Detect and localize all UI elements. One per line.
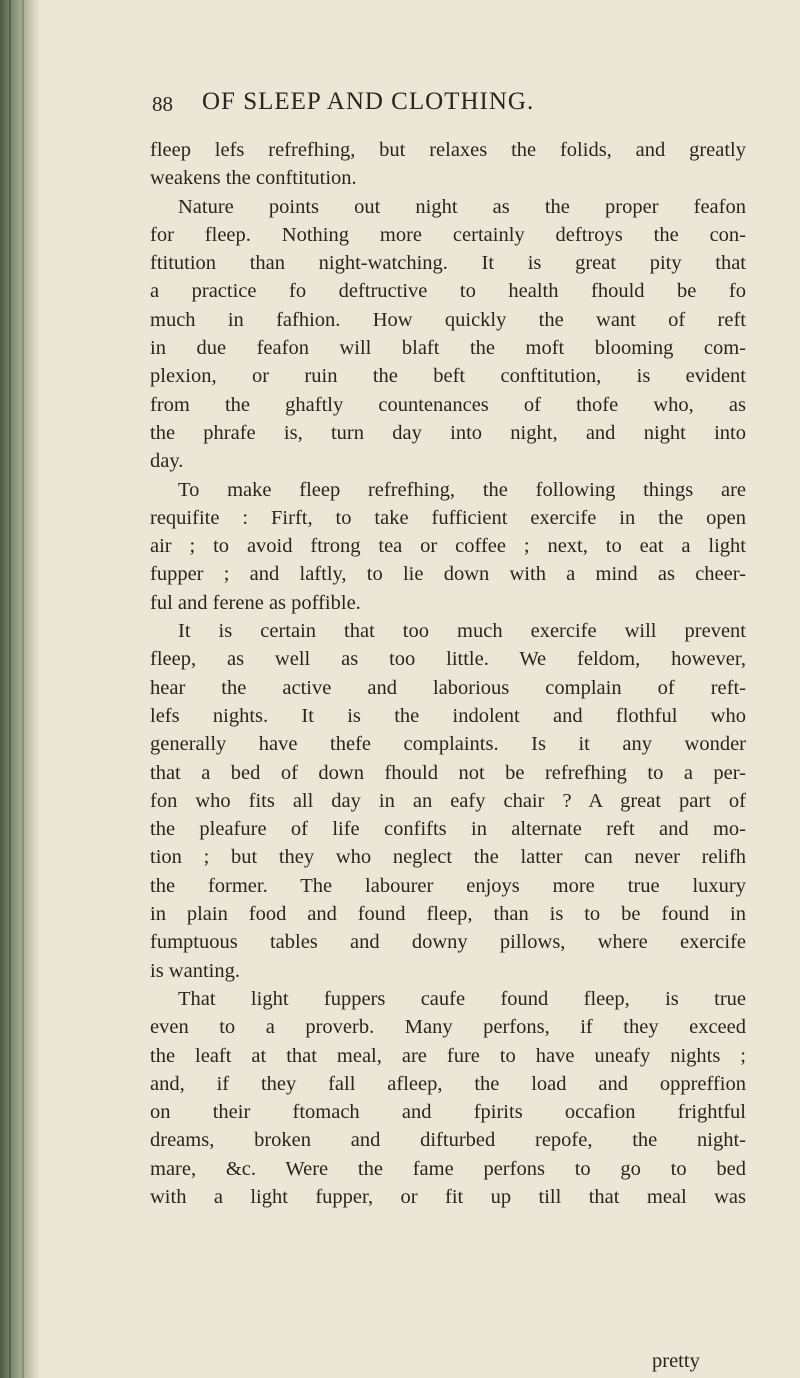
text-line: air ; to avoid ftrong tea or coffee ; next, to eat a light bbox=[150, 535, 746, 558]
text-line: for fleep. Nothing more certainly deftroys the con- bbox=[150, 223, 746, 246]
text-line: ful and ferene as poffible. bbox=[150, 591, 361, 614]
running-title: OF SLEEP AND CLOTHING. bbox=[202, 88, 535, 115]
text-line: much in fafhion. How quickly the want of reft bbox=[150, 308, 746, 331]
body-text bbox=[150, 136, 746, 1211]
text-line: dreams, broken and difturbed repofe, the night- bbox=[150, 1129, 746, 1152]
text-line: weakens the conftitution. bbox=[150, 167, 357, 190]
text-line: ftitution than night-watching. It is great pity that bbox=[150, 252, 746, 275]
text-line: fon who fits all day in an eafy chair ? A great part of bbox=[150, 789, 746, 812]
text-line: the leaft at that meal, are fure to have uneafy nights ; bbox=[150, 1044, 746, 1067]
text-line: It is certain that too much exercife will prevent bbox=[178, 620, 746, 643]
text-line: that a bed of down fhould not be refrefhing to a per- bbox=[150, 761, 746, 784]
text-line: is wanting. bbox=[150, 959, 240, 982]
text-line: the former. The labourer enjoys more true luxury bbox=[150, 874, 746, 897]
text-line: with a light fupper, or fit up till that meal was bbox=[150, 1185, 746, 1208]
text-line: fumptuous tables and downy pillows, where exercife bbox=[150, 931, 746, 954]
text-line: fleep lefs refrefhing, but relaxes the folids, and greatly bbox=[150, 139, 746, 161]
text-line: fupper ; and laftly, to lie down with a mind as cheer- bbox=[150, 563, 746, 586]
book-page bbox=[150, 86, 746, 1211]
text-line: mare, &c. Were the fame perfons to go to bed bbox=[150, 1157, 746, 1180]
text-line: a practice fo deftructive to health fhould be fo bbox=[150, 280, 746, 303]
text-line: To make fleep refrefhing, the following things are bbox=[178, 478, 746, 501]
running-header bbox=[150, 86, 746, 126]
text-line: and, if they fall afleep, the load and oppreffion bbox=[150, 1072, 746, 1095]
text-line: Nature points out night as the proper feafon bbox=[178, 195, 746, 218]
text-line: in plain food and found fleep, than is to be found in bbox=[150, 903, 746, 926]
text-line: on their ftomach and fpirits occafion frightful bbox=[150, 1101, 746, 1124]
text-line: day. bbox=[150, 450, 184, 473]
text-line: the pleafure of life confifts in alternate reft and mo- bbox=[150, 818, 746, 841]
gutter-crease bbox=[22, 0, 24, 1378]
catchword: pretty bbox=[652, 1350, 700, 1372]
binding-gutter bbox=[0, 0, 40, 1378]
text-line: lefs nights. It is the indolent and flothful who bbox=[150, 704, 746, 727]
gutter-crease bbox=[9, 0, 11, 1378]
text-line: from the ghaftly countenances of thofe who, as bbox=[150, 393, 746, 416]
text-line: in due feafon will blaft the moft blooming com- bbox=[150, 337, 746, 360]
text-line: generally have thefe complaints. Is it any wonder bbox=[150, 733, 746, 756]
text-line: tion ; but they who neglect the latter can never relifh bbox=[150, 846, 746, 869]
text-line: the phrafe is, turn day into night, and night into bbox=[150, 421, 746, 444]
text-line: That light fuppers caufe found fleep, is true bbox=[178, 987, 746, 1010]
text-line: fleep, as well as too little. We feldom, however, bbox=[150, 648, 746, 671]
text-line: hear the active and laborious complain of reft- bbox=[150, 676, 746, 699]
text-line: even to a proverb. Many perfons, if they exceed bbox=[150, 1016, 746, 1039]
page-number: 88 bbox=[152, 92, 173, 116]
text-line: plexion, or ruin the beft conftitution, is evident bbox=[150, 365, 746, 388]
text-line: requifite : Firft, to take fufficient exercife in the open bbox=[150, 506, 746, 529]
